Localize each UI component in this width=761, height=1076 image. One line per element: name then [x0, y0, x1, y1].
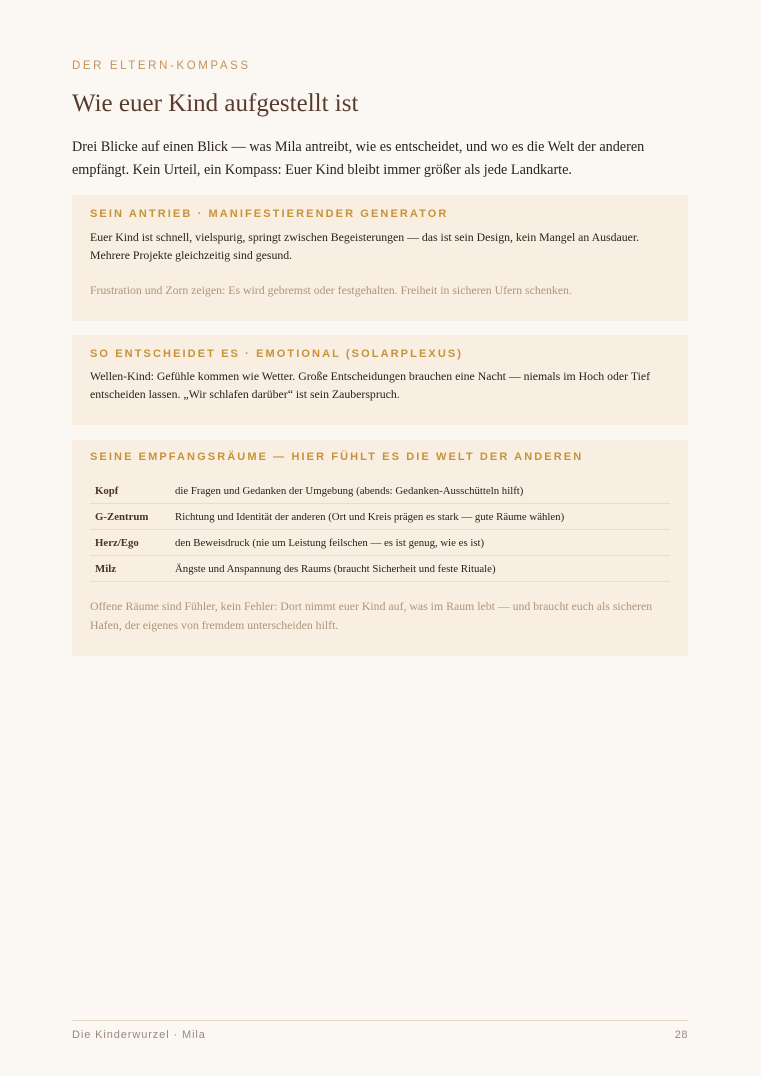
open-centers-card-heading: SEINE EMPFANGSRÄUME — HIER FÜHLT ES DIE WELT DER ANDEREN [90, 451, 584, 463]
table-row [90, 478, 670, 504]
center-name: Herz/Ego [90, 530, 170, 556]
center-name: G-Zentrum [90, 504, 170, 530]
footer-label: Die Kinderwurzel · Mila [72, 1029, 206, 1041]
table-row [90, 530, 670, 556]
decision-card [72, 335, 688, 425]
drive-card-body: Euer Kind ist schnell, vielspurig, springt zwischen Begeisterungen — das ist sein Design, kein Mangel an Ausdauer. Mehrere Projekte gleichzeitig sind gesund. [90, 230, 640, 262]
footer-divider [72, 1020, 688, 1021]
center-description: den Beweisdruck (nie um Leistung feilschen — es ist genug, wie es ist) [170, 530, 670, 556]
drive-card [72, 195, 688, 321]
section-kicker: DER ELTERN-KOMPASS [72, 60, 251, 72]
page-title: Wie euer Kind aufgestellt ist [72, 90, 359, 117]
center-description: Ängste und Anspannung des Raums (braucht Sicherheit und feste Rituale) [170, 556, 670, 582]
open-centers-card-note: Offene Räume sind Fühler, kein Fehler: Dort nimmt euer Kind auf, was im Raum lebt — und braucht euch als sicheren Hafen, der eigenes von fremdem unterscheiden hilft. [90, 599, 653, 632]
center-description: Richtung und Identität der anderen (Ort und Kreis prägen es stark — gute Räume wählen) [170, 504, 670, 530]
center-name: Milz [90, 556, 170, 582]
drive-card-heading: SEIN ANTRIEB · MANIFESTIERENDER GENERATOR [90, 208, 449, 220]
intro-paragraph: Drei Blicke auf einen Blick — was Mila antreibt, wie es entscheidet, und wo es die Welt der anderen empfängt. Kein Urteil, ein Kompass: Euer Kind bleibt immer größer als jede Landkarte. [72, 139, 645, 178]
decision-card-body: Wellen-Kind: Gefühle kommen wie Wetter. Große Entscheidungen brauchen eine Nacht — niemals im Hoch oder Tief entscheiden lassen. „Wir schlafen darüber“ ist sein Zauberspruch. [90, 369, 651, 401]
drive-card-note: Frustration und Zorn zeigen: Es wird gebremst oder festgehalten. Freiheit in sicheren Ufern schenken. [90, 283, 572, 297]
table-row [90, 504, 670, 530]
decision-card-heading: SO ENTSCHEIDET ES · EMOTIONAL (SOLARPLEXUS) [90, 348, 464, 360]
page-number: 28 [674, 1029, 688, 1041]
table-row [90, 556, 670, 582]
open-centers-card [72, 440, 688, 656]
open-centers-table [90, 478, 670, 582]
center-name: Kopf [90, 478, 170, 504]
center-description: die Fragen und Gedanken der Umgebung (abends: Gedanken-Ausschütteln hilft) [170, 478, 670, 504]
